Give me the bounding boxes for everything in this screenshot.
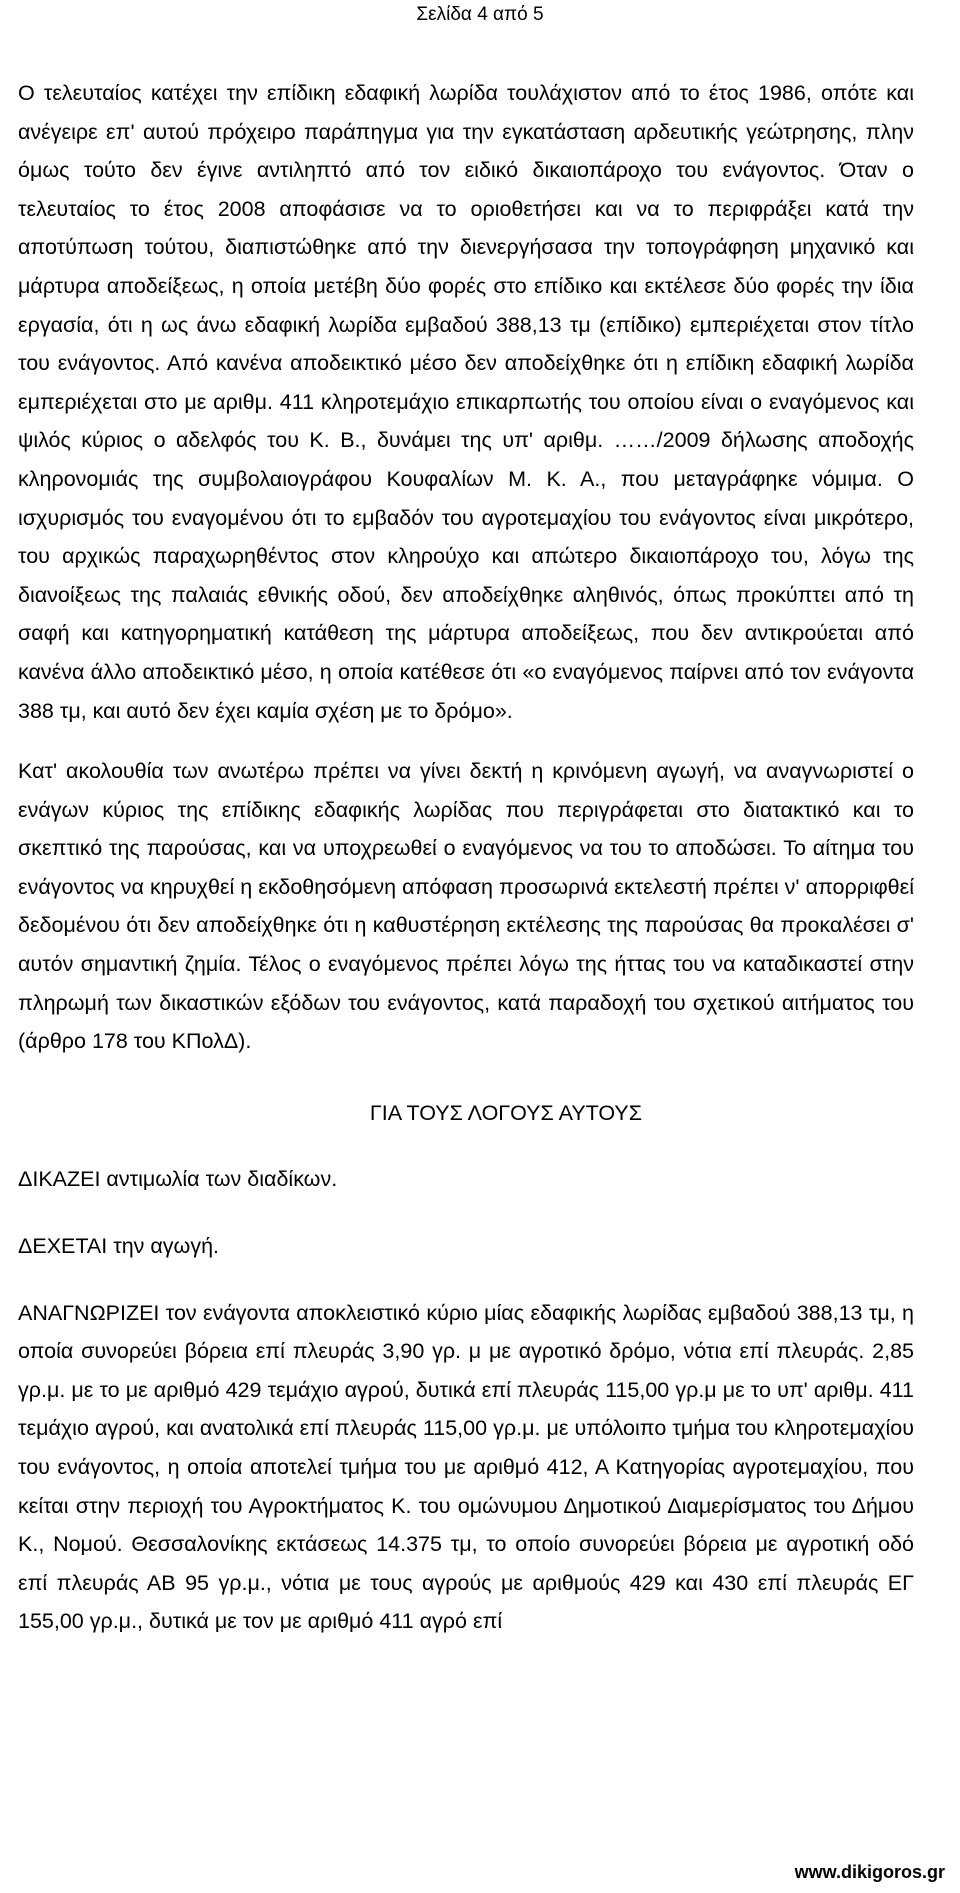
footer-site-link[interactable]: www.dikigoros.gr: [794, 1862, 945, 1882]
paragraph-conclusion: Κατ' ακολουθία των ανωτέρω πρέπει να γίνει δεκτή η κρινόμενη αγωγή, να αναγνωριστεί ο ενάγων κύριος της επίδικης εδαφικής λωρίδας που περιγράφεται στο διατακτικό και το σκεπτικό της παρούσας, και να υποχρεωθεί ο εναγόμενος να του το αποδώσει. Το αίτημα του ενάγοντος να κηρυχθεί η εκδοθησόμενη απόφαση προσωρινά εκτελεστή πρέπει ν' απορριφθεί δεδομένου ότι δεν αποδείχθηκε ότι η καθυστέρηση εκτέλεσης της παρούσας θα προκαλέσει σ' αυτόν σημαντική ζημία. Τέλος ο εναγόμενος πρέπει λόγω της ήττας του να καταδικαστεί στην πληρωμή των δικαστικών εξόδων του ενάγοντος, κατά παραδοχή του σχετικού αιτήματος του (άρθρο 178 του ΚΠολΔ).: [18, 759, 914, 1054]
ruling-accepts: ΔΕΧΕΤΑΙ την αγωγή.: [18, 1234, 220, 1259]
page-number-header: Σελίδα 4 από 5: [416, 4, 544, 25]
paragraph-evidence: Ο τελευταίος κατέχει την επίδικη εδαφική λωρίδα τουλάχιστον από το έτος 1986, οπότε και ανέγειρε επ' αυτού πρόχειρο παράπηγμα για την εγκατάσταση αρδευτικής γεώτρησης, πλην όμως τούτο δεν έγινε αντιληπτό από τον ειδικό δικαιοπάροχο του ενάγοντος. Όταν ο τελευταίος το έτος 2008 αποφάσισε να το οριοθετήσει και να το περιφράξει κατά την αποτύπωση τούτου, διαπιστώθηκε από την διενεργήσασα την τοπογράφηση μηχανικό και μάρτυρα αποδείξεως, η οποία μετέβη δύο φορές στο επίδικο και εκτέλεσε δύο φορές την ίδια εργασία, ότι η ως άνω εδαφική λωρίδα εμβαδού 388,13 τμ (επίδικο) εμπεριέχεται στον τίτλο του ενάγοντος. Από κανένα αποδεικτικό μέσο δεν αποδείχθηκε ότι η επίδικη εδαφική λωρίδα εμπεριέχεται στο με αριθμ. 411 κληροτεμάχιο επικαρπωτής του οποίου είναι ο εναγόμενος και ψιλός κύριος ο αδελφός του Κ. Β., δυνάμει της υπ' αριθμ. ……/2009 δήλωσης αποδοχής κληρονομιάς της συμβολαιογράφου Κουφαλίων Μ. Κ. Α., που μεταγράφηκε νόμιμα. Ο ισχυρισμός του εναγομένου ότι το εμβαδόν του αγροτεμαχίου του ενάγοντος είναι μικρότερο, του αρχικώς παραχωρηθέντος στον κληρούχο και απώτερο δικαιοπάροχο του, λόγω της διανοίξεως της παλαιάς εθνικής οδού, δεν αποδείχθηκε αληθινός, όπως προκύπτει από τη σαφή και κατηγορηματική κατάθεση της μάρτυρα αποδείξεως, που δεν αντικρούεται από κανένα άλλο αποδεικτικό μέσο, η οποία κατέθεσε ότι «ο εναγόμενος παίρνει από τον ενάγοντα 388 τμ, και αυτό δεν έχει καμία σχέση με το δρόμο».: [18, 81, 914, 723]
ruling-adjudicates: ΔΙΚΑΖΕΙ αντιμωλία των διαδίκων.: [18, 1167, 338, 1192]
section-heading: ΓΙΑ ΤΟΥΣ ΛΟΓΟΥΣ ΑΥΤΟΥΣ: [369, 1100, 643, 1125]
ruling-recognizes: ΑΝΑΓΝΩΡΙΖΕΙ τον ενάγοντα αποκλειστικό κύριο μίας εδαφικής λωρίδας εμβαδού 388,13 τμ, η οποία συνορεύει βόρεια επί πλευράς 3,90 γρ. μ με αγροτικό δρόμο, νότια επί πλευράς. 2,85 γρ.μ. με το με αριθμό 429 τεμάχιο αγρού, δυτικά επί πλευράς 115,00 γρ.μ με το υπ' αριθμ. 411 τεμάχιο αγρού, και ανατολικά επί πλευράς 115,00 γρ.μ. με υπόλοιπο τμήμα του κληροτεμαχίου του ενάγοντος, η οποία αποτελεί τμήμα του με αριθμό 412, Α Κατηγορίας αγροτεμαχίου, που κείται στην περιοχή του Αγροκτήματος Κ. του ομώνυμου Δημοτικού Διαμερίσματος του Δήμου Κ., Νομού. Θεσσαλονίκης εκτάσεως 14.375 τμ, το οποίο συνορεύει βόρεια με αγροτική οδό επί πλευράς ΑΒ 95 γρ.μ., νότια με τους αγρούς με αριθμούς 429 και 430 επί πλευράς ΕΓ 155,00 γρ.μ., δυτικά με τον με αριθμό 411 αγρό επί: [18, 1300, 914, 1634]
document-body: [18, 74, 914, 1641]
